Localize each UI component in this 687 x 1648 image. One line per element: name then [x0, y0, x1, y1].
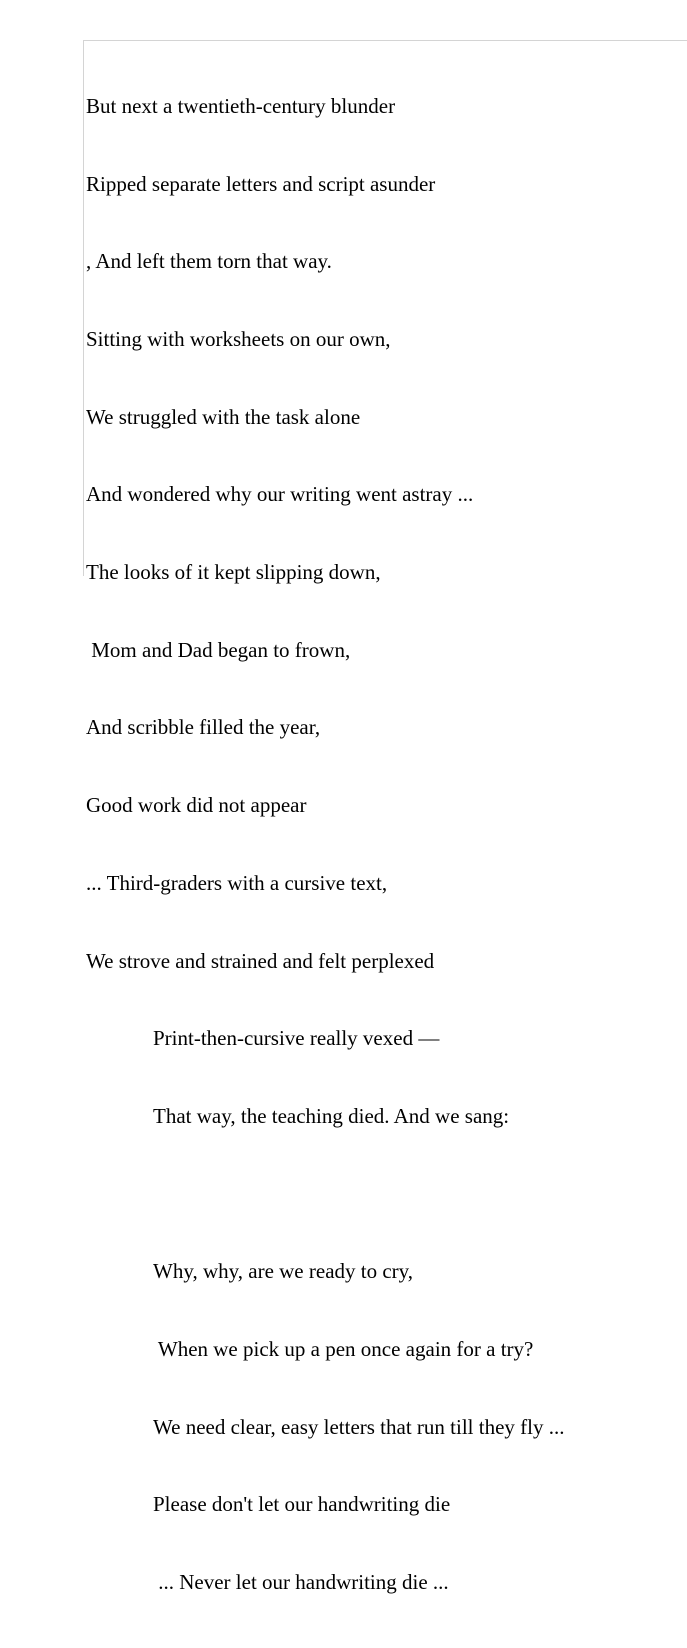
poem-line: Mom and Dad began to frown, [86, 637, 351, 662]
poem-line: Why, why, are we ready to cry, [153, 1259, 414, 1284]
poem-line: , And left them torn that way. [86, 249, 332, 274]
poem-line: When we pick up a pen once again for a try? [153, 1337, 534, 1362]
poem-line: But next a twentieth-century blunder [86, 93, 396, 118]
poem-line: We struggled with the task alone [86, 404, 361, 429]
poem-line: Ripped separate letters and script asunder [86, 171, 436, 196]
poem-line: Print-then-cursive really vexed — [153, 1026, 440, 1051]
poem-line: ... Third-graders with a cursive text, [86, 870, 388, 895]
poem-line: The looks of it kept slipping down, [86, 560, 381, 585]
poem-line: And scribble filled the year, [86, 715, 321, 740]
document-text-area[interactable] [83, 40, 687, 1595]
poem-line: And wondered why our writing went astray ... [86, 482, 474, 507]
poem-text [86, 42, 564, 1648]
poem-line: Good work did not appear [86, 793, 307, 818]
poem-line: That way, the teaching died. And we sang: [153, 1103, 510, 1128]
poem-line: We need clear, easy letters that run till they fly ... [153, 1414, 565, 1439]
poem-line: We strove and strained and felt perplexed [86, 948, 435, 973]
poem-line: ... Never let our handwriting die ... [153, 1570, 449, 1595]
poem-line: Please don't let our handwriting die [153, 1492, 451, 1517]
poem-line: Sitting with worksheets on our own, [86, 326, 391, 351]
blank-line [86, 1182, 564, 1208]
